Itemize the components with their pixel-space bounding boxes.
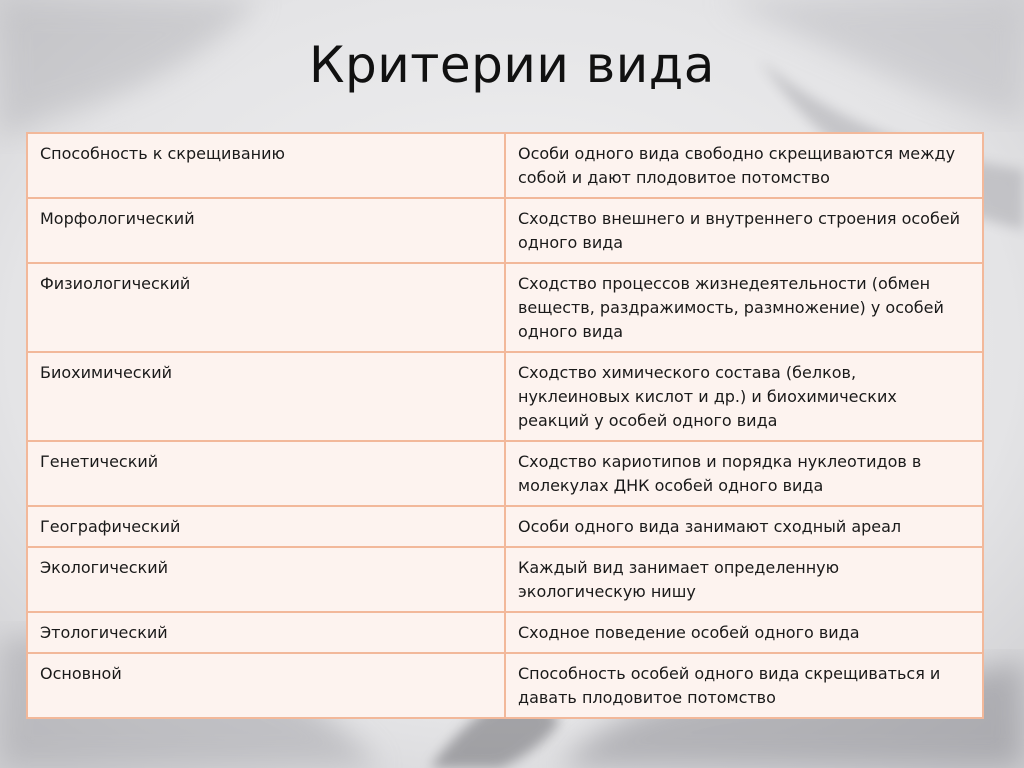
criteria-table <box>26 132 982 719</box>
table-row <box>27 198 983 263</box>
criterion-cell: Морфологический <box>27 198 505 263</box>
criterion-cell: Географический <box>27 506 505 547</box>
criterion-cell: Биохимический <box>27 352 505 441</box>
description-cell: Сходство внешнего и внутреннего строения особей одного вида <box>505 198 983 263</box>
table-row <box>27 547 983 612</box>
description-cell: Сходство кариотипов и порядка нуклеотидов в молекулах ДНК особей одного вида <box>505 441 983 506</box>
description-cell: Сходное поведение особей одного вида <box>505 612 983 653</box>
description-cell: Сходство химического состава (белков, нуклеиновых кислот и др.) и биохимических реакций у особей одного вида <box>505 352 983 441</box>
criterion-cell: Способность к скрещиванию <box>27 133 505 198</box>
description-cell: Каждый вид занимает определенную экологическую нишу <box>505 547 983 612</box>
description-cell: Особи одного вида занимают сходный ареал <box>505 506 983 547</box>
table-row <box>27 441 983 506</box>
table-row <box>27 133 983 198</box>
criterion-cell: Этологический <box>27 612 505 653</box>
criterion-cell: Физиологический <box>27 263 505 352</box>
description-cell: Особи одного вида свободно скрещиваются между собой и дают плодовитое потомство <box>505 133 983 198</box>
table-body <box>27 133 983 718</box>
description-cell: Сходство процессов жизнедеятельности (обмен веществ, раздражимость, размножение) у особей одного вида <box>505 263 983 352</box>
table-row <box>27 653 983 718</box>
criterion-cell: Генетический <box>27 441 505 506</box>
table-row <box>27 612 983 653</box>
table-row <box>27 352 983 441</box>
criterion-cell: Экологический <box>27 547 505 612</box>
table-row <box>27 263 983 352</box>
description-cell: Способность особей одного вида скрещиваться и давать плодовитое потомство <box>505 653 983 718</box>
table <box>26 132 984 719</box>
table-row <box>27 506 983 547</box>
criterion-cell: Основной <box>27 653 505 718</box>
slide-title: Критерии вида <box>309 36 715 94</box>
